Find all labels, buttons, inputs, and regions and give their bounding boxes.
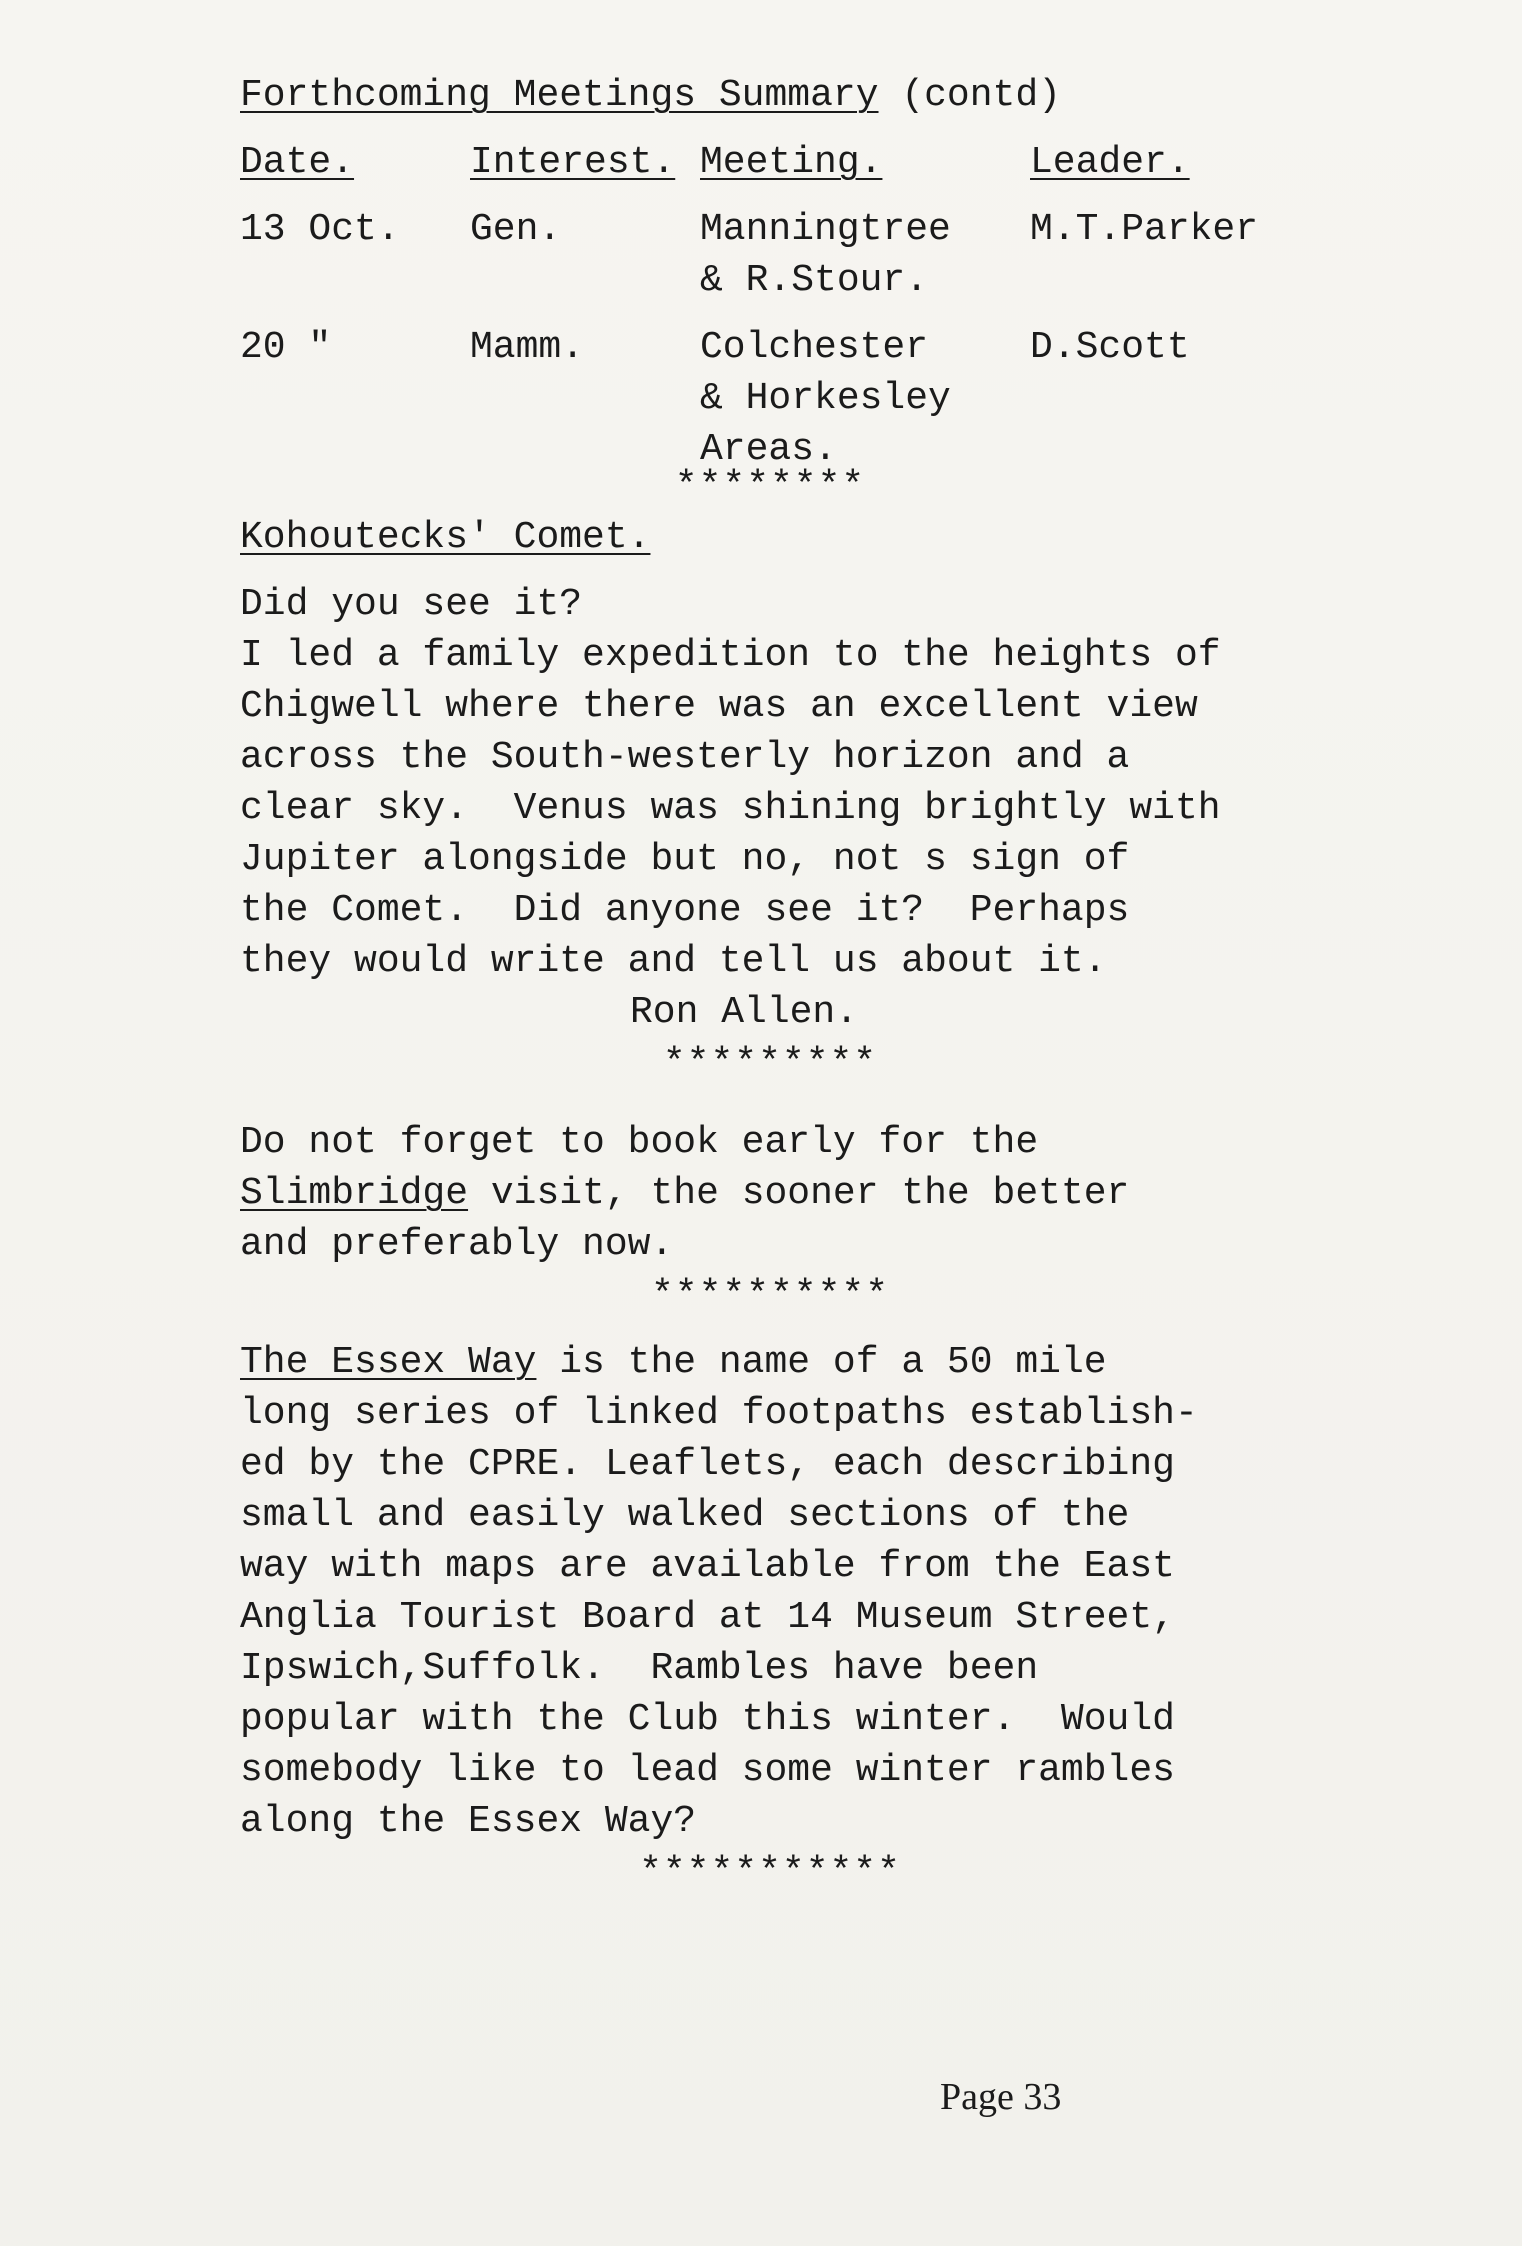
slimbridge-paragraph — [240, 1117, 1300, 1270]
separator-stars-3: ********** — [650, 1274, 890, 1317]
essex-line: Ipswich,Suffolk. Rambles have been — [240, 1647, 1039, 1690]
separator-stars-4: *********** — [639, 1851, 901, 1894]
comet-line: across the South-westerly horizon and a — [240, 736, 1130, 779]
slimbridge-line — [240, 1168, 1300, 1219]
comet-paragraph — [240, 579, 1300, 987]
header-leader: Leader. — [1030, 141, 1190, 184]
essex-paragraph — [240, 1337, 1300, 1847]
essex-line: small and easily walked sections of the — [240, 1494, 1130, 1537]
row1-date: 13 Oct. — [240, 208, 400, 251]
comet-line: Jupiter alongside but no, not s sign of — [240, 838, 1130, 881]
row2-meeting-line2: & Horkesley — [700, 377, 951, 420]
row1-meeting-line2: & R.Stour. — [700, 259, 929, 302]
comet-heading — [240, 512, 1300, 563]
essex-title: The Essex Way — [240, 1341, 537, 1384]
header-meeting: Meeting. — [700, 141, 883, 184]
essex-line — [240, 1337, 1300, 1388]
comet-line: the Comet. Did anyone see it? Perhaps — [240, 889, 1130, 932]
comet-line: Did you see it? — [240, 583, 583, 626]
comet-signature: Ron Allen. — [630, 991, 859, 1034]
essex-first-rest: is the name of a 50 mile — [536, 1341, 1107, 1384]
row2-leader: D.Scott — [1030, 326, 1190, 369]
page-content — [240, 70, 1300, 1898]
essex-line: long series of linked footpaths establish- — [240, 1392, 1198, 1435]
header-interest: Interest. — [470, 141, 676, 184]
separator-stars-2: ********* — [662, 1042, 878, 1085]
comet-line: Chigwell where there was an excellent view — [240, 685, 1198, 728]
essex-line: popular with the Club this winter. Would — [240, 1698, 1175, 1741]
comet-line: they would write and tell us about it. — [240, 940, 1107, 983]
essex-line: along the Essex Way? — [240, 1800, 697, 1843]
row2-meeting-line3: Areas. — [700, 428, 837, 471]
row1-leader: M.T.Parker — [1030, 208, 1259, 251]
summary-header-row — [240, 137, 1300, 188]
slimbridge-line: and preferably now. — [240, 1223, 674, 1266]
slimbridge-line: Do not forget to book early for the — [240, 1121, 1039, 1164]
summary-row-1 — [240, 204, 1300, 306]
comet-line: clear sky. Venus was shining brightly with — [240, 787, 1221, 830]
essex-line: Anglia Tourist Board at 14 Museum Street, — [240, 1596, 1175, 1639]
row2-date: 20 " — [240, 326, 332, 369]
page-number: Page 33 — [940, 2076, 1062, 2118]
essex-line: ed by the CPRE. Leaflets, each describing — [240, 1443, 1175, 1486]
essex-line: somebody like to lead some winter rambles — [240, 1749, 1175, 1792]
summary-title-suffix: (contd) — [878, 74, 1061, 117]
separator-stars-1: ******** — [674, 465, 866, 508]
row1-interest: Gen. — [470, 208, 562, 251]
slimbridge-line-rest: visit, the sooner the better — [468, 1172, 1130, 1215]
summary-row-2 — [240, 322, 1300, 475]
row1-meeting-line1: Manningtree — [700, 208, 951, 251]
row2-interest: Mamm. — [470, 326, 585, 369]
comet-title: Kohoutecks' Comet. — [240, 516, 651, 559]
summary-heading — [240, 70, 1300, 121]
comet-line: I led a family expedition to the heights of — [240, 634, 1221, 677]
row2-meeting-line1: Colchester — [700, 326, 929, 369]
essex-line: way with maps are available from the East — [240, 1545, 1175, 1588]
header-date: Date. — [240, 141, 355, 184]
slimbridge-link-text: Slimbridge — [240, 1172, 469, 1215]
summary-title: Forthcoming Meetings Summary — [240, 74, 879, 117]
